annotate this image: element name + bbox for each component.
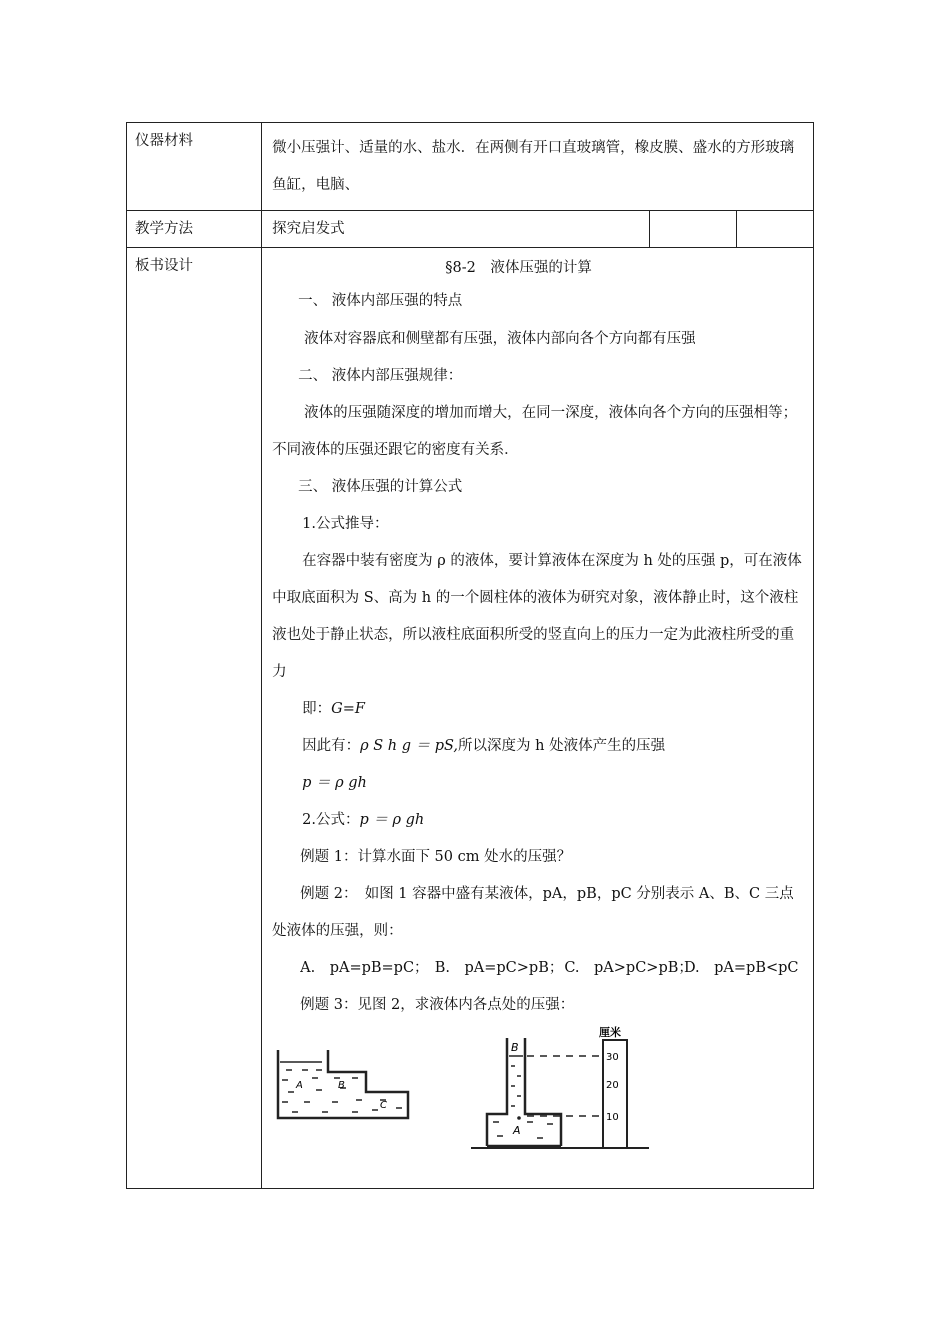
- materials-text: 微小压强计、适量的水、盐水．在两侧有开口直玻璃管，橡皮膜、盛水的方形玻璃鱼缸，电脑、: [262, 123, 814, 211]
- section-3-heading: 三、 液体压强的计算公式: [298, 479, 463, 495]
- method-label: 教学方法: [127, 211, 262, 248]
- section-2-text: 液体的压强随深度的增加而增大，在同一深度，液体向各个方向的压强相等；不同液体的压强还跟它的密度有关系．: [272, 405, 798, 458]
- method-empty-cell-2: [737, 211, 814, 248]
- method-text: 探究启发式: [262, 211, 650, 248]
- figure-2-tick-30: 30: [606, 1052, 619, 1063]
- figures-area: [272, 1024, 805, 1164]
- method-row: [127, 211, 814, 248]
- ji-label: 即：: [302, 701, 332, 717]
- ji-formula: G=F: [331, 701, 365, 717]
- figure-2-label-b: B: [511, 1041, 519, 1054]
- yinci-rest: 所以深度为 h 处液体产生的压强: [458, 738, 666, 754]
- figure-2-tick-10: 10: [606, 1112, 619, 1123]
- figure-1-label-b: B: [338, 1080, 345, 1091]
- yinci-line: [272, 728, 805, 765]
- example-2-options: [272, 950, 805, 987]
- board-content: [262, 248, 814, 1189]
- example-2: 例题 2： 如图 1 容器中盛有某液体，pA，pB，pC 分别表示 A、B、C 三点处液体的压强，则：: [272, 886, 794, 939]
- pressure-formula-line: [272, 765, 805, 802]
- board-label: 板书设计: [127, 248, 262, 1189]
- materials-row: [127, 123, 814, 211]
- board-title: §8-2 液体压强的计算: [445, 260, 592, 276]
- option-a: A. pA=pB=pC；: [300, 960, 429, 976]
- example-3: 例题 3：见图 2，求液体内各点处的压强：: [300, 997, 575, 1013]
- option-b: B. pA=pC>pB；: [434, 960, 564, 976]
- figure-2: [467, 1024, 657, 1154]
- figure-1-label-a: A: [296, 1080, 303, 1091]
- formula-derivation-heading: 1.公式推导：: [302, 516, 389, 532]
- formula-line: [272, 802, 805, 839]
- section-1-text: 液体对容器底和侧壁都有压强，液体内部向各个方向都有压强: [304, 331, 696, 347]
- board-row: [127, 248, 814, 1189]
- yinci-label: 因此有：: [302, 738, 361, 754]
- figure-1-label-c: C: [380, 1100, 388, 1111]
- formula-value: p ＝ ρ gh: [359, 812, 425, 828]
- ji-line: [272, 691, 805, 728]
- figure-2-unit: 厘米: [599, 1026, 622, 1039]
- yinci-formula: ρ S h g ＝ pS,: [360, 738, 459, 754]
- figure-2-label-a: A: [513, 1124, 521, 1137]
- derivation-text: 在容器中装有密度为 ρ 的液体，要计算液体在深度为 h 处的压强 p，可在液体中取底面积为 S、高为 h 的一个圆柱体的液体为研究对象，液体静止时，这个液柱液也处于静止状态，所以液柱底面积所受的竖直向上的压力一定为此液柱所受的重力: [272, 553, 802, 680]
- section-1-heading: 一、 液体内部压强的特点: [298, 293, 463, 309]
- lesson-plan-table: [126, 122, 814, 1189]
- option-c: C. pA>pC>pB；: [564, 960, 693, 976]
- pressure-formula: p ＝ ρ gh: [302, 775, 367, 791]
- option-d: D. pA=pB<pC: [683, 960, 799, 976]
- figure-2-tick-20: 20: [606, 1080, 619, 1091]
- example-1: 例题 1：计算水面下 50 cm 处水的压强？: [300, 849, 572, 865]
- section-2-heading: 二、 液体内部压强规律：: [298, 368, 463, 384]
- method-empty-cell-1: [650, 211, 737, 248]
- formula-label: 2.公式：: [302, 812, 360, 828]
- materials-label: 仪器材料: [127, 123, 262, 211]
- figure-1: [276, 1048, 416, 1122]
